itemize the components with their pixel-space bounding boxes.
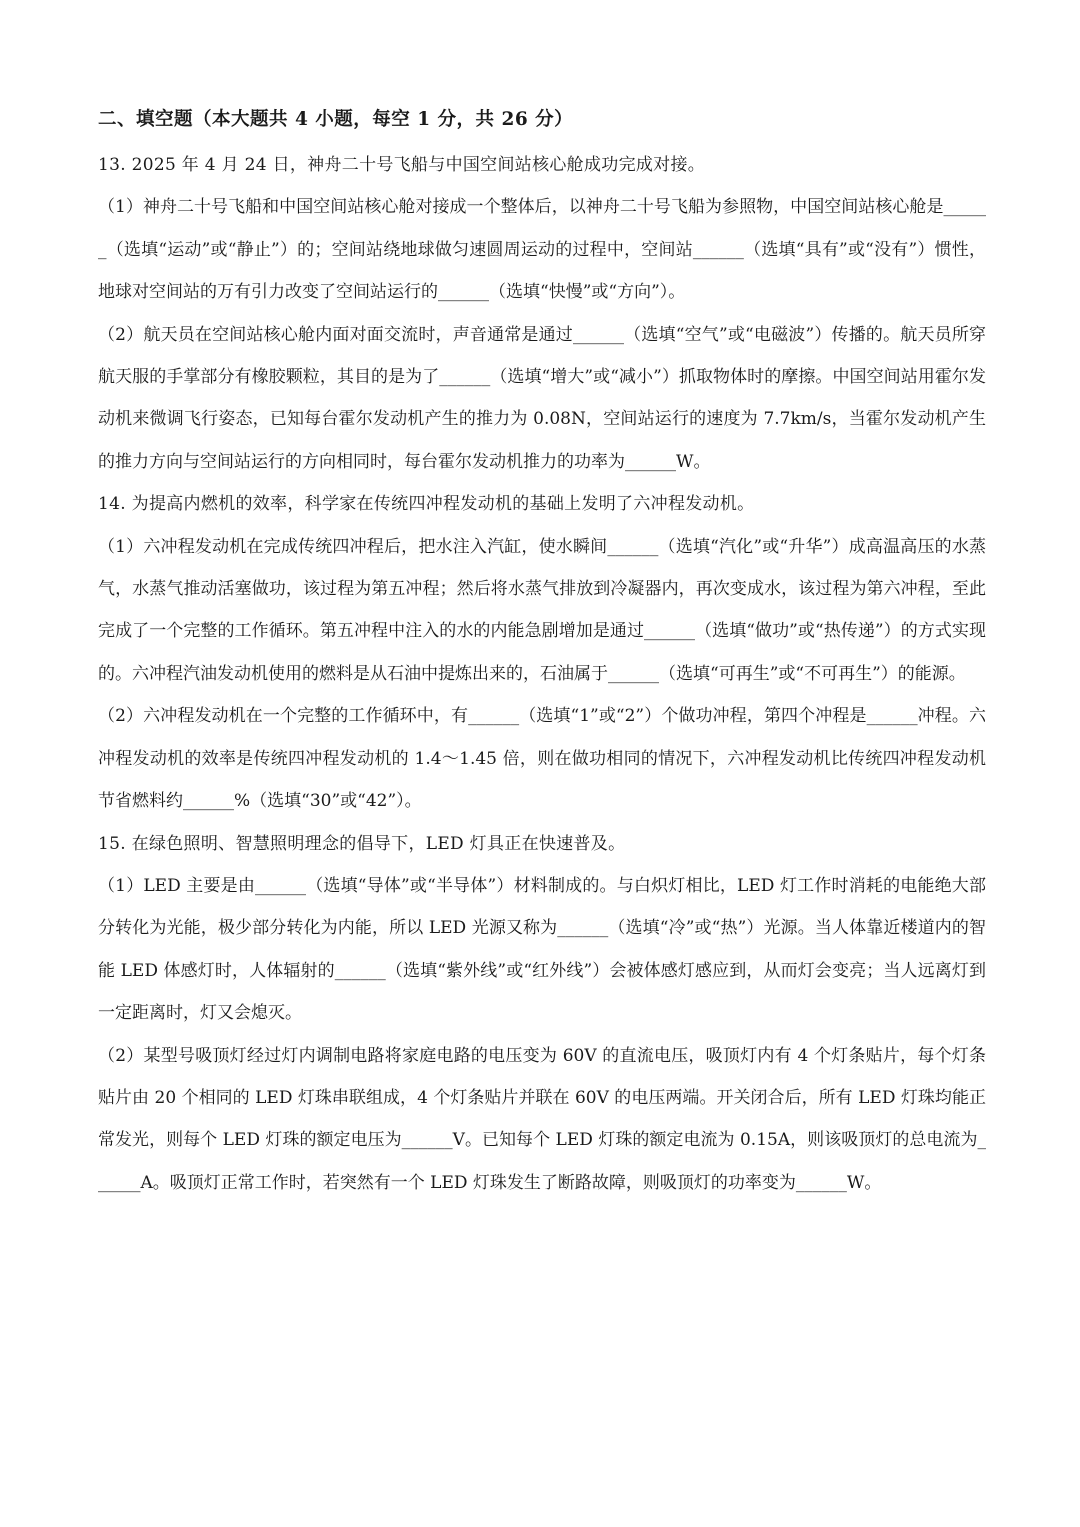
- question-stem: 15. 在绿色照明、智慧照明理念的倡导下，LED 灯具正在快速普及。: [98, 833, 626, 854]
- section-title: 二、填空题（本大题共 4 小题，每空 1 分，共 26 分）: [98, 109, 574, 130]
- exam-page: [98, 104, 986, 1204]
- question-stem: 13. 2025 年 4 月 24 日，神舟二十号飞船与中国空间站核心舱成功完成对接。: [98, 155, 706, 175]
- question-part: （2）六冲程发动机在一个完整的工作循环中，有______（选填“1”或“2”）个做功冲程，第四个冲程是______冲程。六冲程发动机的效率是传统四冲程发动机的 1.4～1.45 倍，则在做功相同的情况下，六冲程发动机比传统四冲程发动机节省燃料约______%（选填“30”或“42”）。: [98, 706, 986, 812]
- question-15: [98, 823, 986, 1205]
- question-part: （1）LED 主要是由______（选填“导体”或“半导体”）材料制成的。与白炽灯相比，LED 灯工作时消耗的电能绝大部分转化为光能，极少部分转化为内能，所以 LED 光源又称为______（选填“冷”或“热”）光源。当人体靠近楼道内的智能 LED 体感灯时，人体辐射的______（选填“紫外线”或“红外线”）会被体感灯感应到，从而灯会变亮；当人远离灯到一定距离时，灯又会熄灭。: [98, 875, 986, 1024]
- question-13: [98, 144, 986, 483]
- question-part: （1）神舟二十号飞船和中国空间站核心舱对接成一个整体后，以神舟二十号飞船为参照物，中国空间站核心舱是______（选填“运动”或“静止”）的；空间站绕地球做匀速圆周运动的过程中，空间站______（选填“具有”或“没有”）惯性，地球对空间站的万有引力改变了空间站运行的______（选填“快慢”或“方向”）。: [98, 197, 986, 303]
- question-part: （2）航天员在空间站核心舱内面对面交流时，声音通常是通过______（选填“空气”或“电磁波”）传播的。航天员所穿航天服的手掌部分有橡胶颗粒，其目的是为了______（选填“增大”或“减小”）抓取物体时的摩擦。中国空间站用霍尔发动机来微调飞行姿态，已知每台霍尔发动机产生的推力为 0.08N，空间站运行的速度为 7.7km/s，当霍尔发动机产生的推力方向与空间站运行的方向相同时，每台霍尔发动机推力的功率为______W。: [98, 324, 986, 472]
- question-stem: 14. 为提高内燃机的效率，科学家在传统四冲程发动机的基础上发明了六冲程发动机。: [98, 494, 755, 515]
- question-part: （2）某型号吸顶灯经过灯内调制电路将家庭电路的电压变为 60V 的直流电压，吸顶灯内有 4 个灯条贴片，每个灯条贴片由 20 个相同的 LED 灯珠串联组成，4 个灯条贴片并联在 60V 的电压两端。开关闭合后，所有 LED 灯珠均能正常发光，则每个 LED 灯珠的额定电压为______V。已知每个 LED 灯珠的额定电流为 0.15A，则该吸顶灯的总电流为______A。吸顶灯正常工作时，若突然有一个 LED 灯珠发生了断路故障，则吸顶灯的功率变为______W。: [98, 1045, 986, 1193]
- question-part: （1）六冲程发动机在完成传统四冲程后，把水注入汽缸，使水瞬间______（选填“汽化”或“升华”）成高温高压的水蒸气，水蒸气推动活塞做功，该过程为第五冲程；然后将水蒸气排放到冷凝器内，再次变成水，该过程为第六冲程，至此完成了一个完整的工作循环。第五冲程中注入的水的内能急剧增加是通过______（选填“做功”或“热传递”）的方式实现的。六冲程汽油发动机使用的燃料是从石油中提炼出来的，石油属于______（选填“可再生”或“不可再生”）的能源。: [98, 536, 986, 684]
- question-14: [98, 483, 986, 822]
